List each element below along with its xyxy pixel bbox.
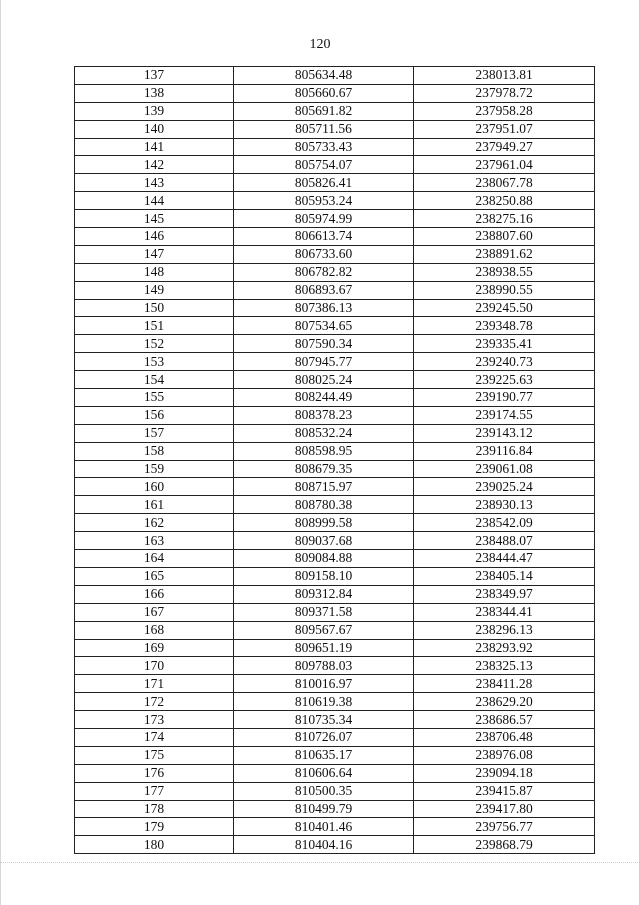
y-coordinate-cell: 239116.84 [414, 442, 595, 460]
y-coordinate-cell: 239868.79 [414, 836, 595, 854]
table-row [75, 550, 595, 568]
y-coordinate-cell: 238444.47 [414, 550, 595, 568]
x-coordinate-cell: 808999.58 [234, 514, 414, 532]
y-coordinate-cell: 237951.07 [414, 120, 595, 138]
x-coordinate-cell: 807386.13 [234, 299, 414, 317]
x-coordinate-cell: 809158.10 [234, 567, 414, 585]
x-coordinate-cell: 810726.07 [234, 728, 414, 746]
table-row [75, 460, 595, 478]
x-coordinate-cell: 810635.17 [234, 746, 414, 764]
point-number-cell: 138 [75, 84, 234, 102]
x-coordinate-cell: 810016.97 [234, 675, 414, 693]
table-row [75, 353, 595, 371]
table-row [75, 228, 595, 246]
point-number-cell: 155 [75, 389, 234, 407]
x-coordinate-cell: 805660.67 [234, 84, 414, 102]
y-coordinate-cell: 238275.16 [414, 210, 595, 228]
table-row [75, 675, 595, 693]
table-row [75, 478, 595, 496]
y-coordinate-cell: 238542.09 [414, 514, 595, 532]
x-coordinate-cell: 809312.84 [234, 585, 414, 603]
point-number-cell: 144 [75, 192, 234, 210]
x-coordinate-cell: 810735.34 [234, 711, 414, 729]
y-coordinate-cell: 239225.63 [414, 371, 595, 389]
y-coordinate-cell: 239190.77 [414, 389, 595, 407]
x-coordinate-cell: 808679.35 [234, 460, 414, 478]
table-row [75, 621, 595, 639]
point-number-cell: 151 [75, 317, 234, 335]
x-coordinate-cell: 809788.03 [234, 657, 414, 675]
table-row [75, 567, 595, 585]
point-number-cell: 141 [75, 138, 234, 156]
table-row [75, 299, 595, 317]
table-row [75, 728, 595, 746]
table-row [75, 174, 595, 192]
point-number-cell: 179 [75, 818, 234, 836]
page-number: 120 [309, 37, 331, 52]
point-number-cell: 145 [75, 210, 234, 228]
table-row [75, 389, 595, 407]
point-number-cell: 170 [75, 657, 234, 675]
y-coordinate-cell: 238349.97 [414, 585, 595, 603]
table-row [75, 532, 595, 550]
point-number-cell: 156 [75, 406, 234, 424]
y-coordinate-cell: 239756.77 [414, 818, 595, 836]
table-row [75, 120, 595, 138]
point-number-cell: 175 [75, 746, 234, 764]
x-coordinate-cell: 806613.74 [234, 228, 414, 246]
table-row [75, 746, 595, 764]
x-coordinate-cell: 808715.97 [234, 478, 414, 496]
point-number-cell: 172 [75, 693, 234, 711]
point-number-cell: 137 [75, 67, 234, 85]
point-number-cell: 139 [75, 102, 234, 120]
y-coordinate-cell: 239348.78 [414, 317, 595, 335]
x-coordinate-cell: 810404.16 [234, 836, 414, 854]
point-number-cell: 165 [75, 567, 234, 585]
point-number-cell: 143 [75, 174, 234, 192]
y-coordinate-cell: 239417.80 [414, 800, 595, 818]
table-row [75, 335, 595, 353]
point-number-cell: 167 [75, 603, 234, 621]
x-coordinate-cell: 806733.60 [234, 245, 414, 263]
x-coordinate-cell: 808532.24 [234, 424, 414, 442]
table-row [75, 371, 595, 389]
point-number-cell: 171 [75, 675, 234, 693]
point-number-cell: 153 [75, 353, 234, 371]
point-number-cell: 174 [75, 728, 234, 746]
y-coordinate-cell: 238325.13 [414, 657, 595, 675]
coordinate-table [74, 66, 595, 854]
table-row [75, 442, 595, 460]
x-coordinate-cell: 810499.79 [234, 800, 414, 818]
point-number-cell: 150 [75, 299, 234, 317]
table-row [75, 156, 595, 174]
y-coordinate-cell: 238891.62 [414, 245, 595, 263]
x-coordinate-cell: 808244.49 [234, 389, 414, 407]
point-number-cell: 148 [75, 263, 234, 281]
table-row [75, 84, 595, 102]
point-number-cell: 162 [75, 514, 234, 532]
table-row [75, 800, 595, 818]
point-number-cell: 157 [75, 424, 234, 442]
y-coordinate-cell: 239025.24 [414, 478, 595, 496]
point-number-cell: 180 [75, 836, 234, 854]
point-number-cell: 176 [75, 764, 234, 782]
y-coordinate-cell: 238013.81 [414, 67, 595, 85]
x-coordinate-cell: 805691.82 [234, 102, 414, 120]
x-coordinate-cell: 806782.82 [234, 263, 414, 281]
y-coordinate-cell: 238293.92 [414, 639, 595, 657]
x-coordinate-cell: 810606.64 [234, 764, 414, 782]
table-row [75, 496, 595, 514]
point-number-cell: 169 [75, 639, 234, 657]
y-coordinate-cell: 238411.28 [414, 675, 595, 693]
x-coordinate-cell: 807945.77 [234, 353, 414, 371]
y-coordinate-cell: 239245.50 [414, 299, 595, 317]
x-coordinate-cell: 810500.35 [234, 782, 414, 800]
y-coordinate-cell: 239174.55 [414, 406, 595, 424]
x-coordinate-cell: 805826.41 [234, 174, 414, 192]
point-number-cell: 146 [75, 228, 234, 246]
y-coordinate-cell: 237978.72 [414, 84, 595, 102]
point-number-cell: 168 [75, 621, 234, 639]
x-coordinate-cell: 805754.07 [234, 156, 414, 174]
table-row [75, 406, 595, 424]
point-number-cell: 147 [75, 245, 234, 263]
table-row [75, 818, 595, 836]
y-coordinate-cell: 238296.13 [414, 621, 595, 639]
x-coordinate-cell: 805711.56 [234, 120, 414, 138]
table-row [75, 317, 595, 335]
y-coordinate-cell: 238976.08 [414, 746, 595, 764]
y-coordinate-cell: 238488.07 [414, 532, 595, 550]
table-row [75, 693, 595, 711]
x-coordinate-cell: 808025.24 [234, 371, 414, 389]
x-coordinate-cell: 808780.38 [234, 496, 414, 514]
y-coordinate-cell: 238990.55 [414, 281, 595, 299]
point-number-cell: 154 [75, 371, 234, 389]
y-coordinate-cell: 239143.12 [414, 424, 595, 442]
x-coordinate-cell: 805953.24 [234, 192, 414, 210]
y-coordinate-cell: 238807.60 [414, 228, 595, 246]
point-number-cell: 140 [75, 120, 234, 138]
point-number-cell: 149 [75, 281, 234, 299]
point-number-cell: 161 [75, 496, 234, 514]
point-number-cell: 163 [75, 532, 234, 550]
x-coordinate-cell: 810401.46 [234, 818, 414, 836]
x-coordinate-cell: 806893.67 [234, 281, 414, 299]
point-number-cell: 142 [75, 156, 234, 174]
y-coordinate-cell: 238344.41 [414, 603, 595, 621]
table-row [75, 138, 595, 156]
x-coordinate-cell: 809651.19 [234, 639, 414, 657]
x-coordinate-cell: 805974.99 [234, 210, 414, 228]
point-number-cell: 158 [75, 442, 234, 460]
table-row [75, 711, 595, 729]
point-number-cell: 164 [75, 550, 234, 568]
x-coordinate-cell: 809567.67 [234, 621, 414, 639]
y-coordinate-cell: 239094.18 [414, 764, 595, 782]
y-coordinate-cell: 238067.78 [414, 174, 595, 192]
scan-edge-left [0, 0, 1, 905]
y-coordinate-cell: 237958.28 [414, 102, 595, 120]
table-row [75, 424, 595, 442]
table-row [75, 102, 595, 120]
x-coordinate-cell: 810619.38 [234, 693, 414, 711]
y-coordinate-cell: 238250.88 [414, 192, 595, 210]
x-coordinate-cell: 805634.48 [234, 67, 414, 85]
table-row [75, 245, 595, 263]
y-coordinate-cell: 239415.87 [414, 782, 595, 800]
coordinate-table-body [75, 67, 595, 854]
point-number-cell: 178 [75, 800, 234, 818]
x-coordinate-cell: 809371.58 [234, 603, 414, 621]
point-number-cell: 152 [75, 335, 234, 353]
point-number-cell: 159 [75, 460, 234, 478]
table-row [75, 657, 595, 675]
point-number-cell: 160 [75, 478, 234, 496]
x-coordinate-cell: 809084.88 [234, 550, 414, 568]
y-coordinate-cell: 238706.48 [414, 728, 595, 746]
x-coordinate-cell: 808378.23 [234, 406, 414, 424]
y-coordinate-cell: 238930.13 [414, 496, 595, 514]
table-row [75, 836, 595, 854]
point-number-cell: 177 [75, 782, 234, 800]
table-row [75, 210, 595, 228]
table-row [75, 782, 595, 800]
y-coordinate-cell: 239335.41 [414, 335, 595, 353]
table-row [75, 603, 595, 621]
y-coordinate-cell: 238686.57 [414, 711, 595, 729]
x-coordinate-cell: 808598.95 [234, 442, 414, 460]
scan-noise-line [0, 862, 640, 865]
x-coordinate-cell: 807590.34 [234, 335, 414, 353]
x-coordinate-cell: 809037.68 [234, 532, 414, 550]
point-number-cell: 173 [75, 711, 234, 729]
x-coordinate-cell: 805733.43 [234, 138, 414, 156]
table-row [75, 263, 595, 281]
x-coordinate-cell: 807534.65 [234, 317, 414, 335]
table-row [75, 764, 595, 782]
table-row [75, 192, 595, 210]
y-coordinate-cell: 237961.04 [414, 156, 595, 174]
y-coordinate-cell: 238938.55 [414, 263, 595, 281]
y-coordinate-cell: 238405.14 [414, 567, 595, 585]
table-row [75, 67, 595, 85]
table-row [75, 585, 595, 603]
y-coordinate-cell: 238629.20 [414, 693, 595, 711]
table-row [75, 514, 595, 532]
y-coordinate-cell: 239240.73 [414, 353, 595, 371]
table-row [75, 639, 595, 657]
table-row [75, 281, 595, 299]
point-number-cell: 166 [75, 585, 234, 603]
y-coordinate-cell: 239061.08 [414, 460, 595, 478]
y-coordinate-cell: 237949.27 [414, 138, 595, 156]
